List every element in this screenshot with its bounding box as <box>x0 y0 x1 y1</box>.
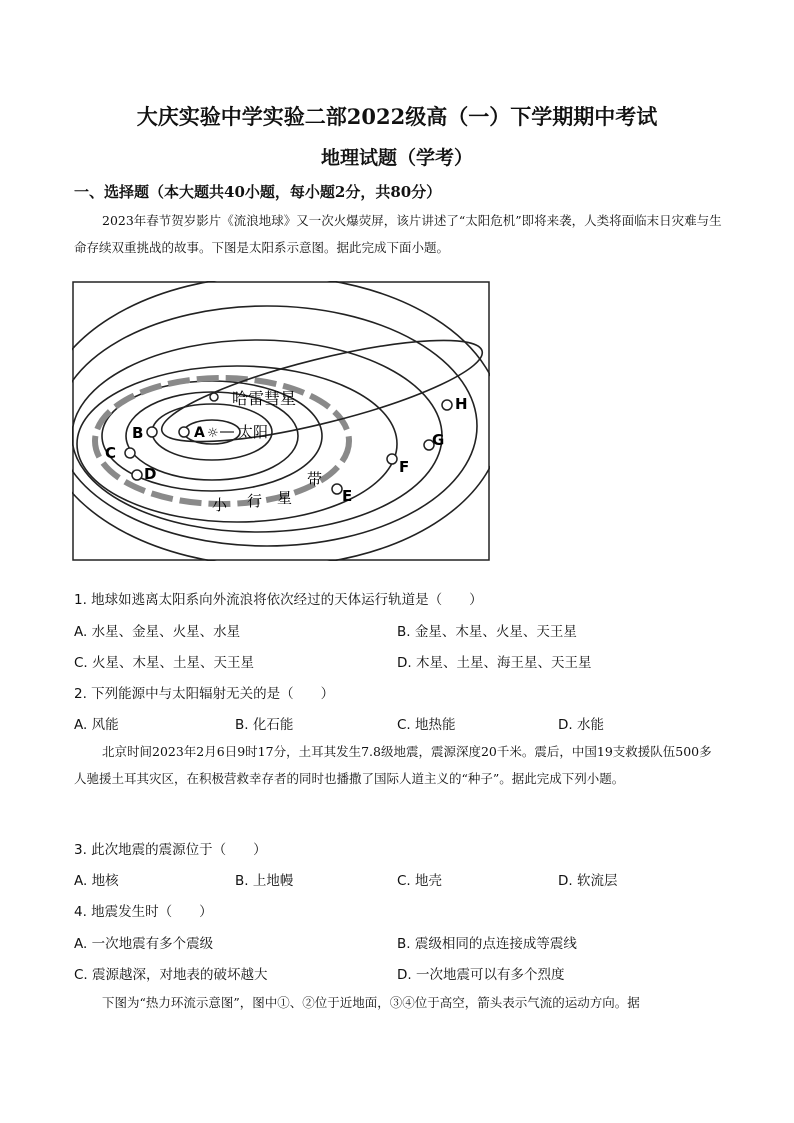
q4-option-a[interactable]: A. 一次地震有多个震级 <box>74 936 214 952</box>
q4-option-c[interactable]: C. 震源越深，对地表的破坏越大 <box>74 967 268 983</box>
planet-h <box>442 400 452 410</box>
question-2: 2. 下列能源中与太阳辐射无关的是（ ） <box>74 686 335 702</box>
question-3: 3. 此次地震的震源位于（ ） <box>74 842 267 858</box>
belt-char-xing: 星 <box>277 489 293 507</box>
label-comet: 哈雷彗星 <box>232 389 297 408</box>
label-sun: 太阳 <box>238 423 269 441</box>
q3-option-d[interactable]: D. 软流层 <box>558 873 618 889</box>
passage-3: 下图为“热力环流示意图”，图中①、②位于近地面，③④位于高空，箭头表示气流的运动方向。据 <box>102 995 640 1010</box>
q3-option-a[interactable]: A. 地核 <box>74 873 119 889</box>
label-b: B <box>132 424 144 442</box>
label-c: C <box>105 444 117 462</box>
planet-d <box>132 470 142 480</box>
exam-title: 大庆实验中学实验二部2022级高（一）下学期期中考试 <box>136 104 658 129</box>
question-1: 1. 地球如逃离太阳系向外流浪将依次经过的天体运行轨道是（ ） <box>74 592 483 608</box>
solar-system-diagram <box>72 281 490 561</box>
q4-option-b[interactable]: B. 震级相同的点连接成等震线 <box>397 936 577 952</box>
halley-comet <box>210 393 218 401</box>
label-h: H <box>455 395 468 413</box>
q1-option-d[interactable]: D. 木星、土星、海王星、天王星 <box>397 655 592 671</box>
belt-char-xing2: 行 <box>247 492 263 510</box>
q3-option-b[interactable]: B. 上地幔 <box>235 873 294 889</box>
q1-option-b[interactable]: B. 金星、木星、火星、天王星 <box>397 624 577 640</box>
q4-option-d[interactable]: D. 一次地震可以有多个烈度 <box>397 967 565 983</box>
planet-b <box>147 427 157 437</box>
planet-a <box>179 427 189 437</box>
label-g: G <box>432 431 445 449</box>
passage-1: 2023年春节贺岁影片《流浪地球》又一次火爆荧屏，该片讲述了“太阳危机”即将来袭，人类将面临末日灾难与生命存续双重挑战的故事。下图是太阳系示意图。据此完成下面小题。 <box>74 213 722 255</box>
belt-char-dai: 带 <box>307 470 323 488</box>
q1-option-c[interactable]: C. 火星、木星、土星、天王星 <box>74 655 255 671</box>
q2-option-c[interactable]: C. 地热能 <box>397 717 456 733</box>
exam-subtitle: 地理试题（学考） <box>320 147 473 169</box>
label-e: E <box>342 487 353 505</box>
q2-option-a[interactable]: A. 风能 <box>74 717 119 733</box>
label-d: D <box>144 465 157 483</box>
passage-2: 北京时间2023年2月6日9时17分，土耳其发生7.8级地震，震源深度20千米。震后，中国19支救援队伍500多人驰援土耳其灾区，在积极营救幸存者的同时也播撒了国际人道主义的“种子”。据此完成下列小题。 <box>74 744 712 786</box>
sun-icon: ☼ <box>207 426 219 441</box>
q2-option-d[interactable]: D. 水能 <box>558 717 604 733</box>
label-a: A <box>194 425 205 441</box>
question-4: 4. 地震发生时（ ） <box>74 904 213 920</box>
planet-e <box>332 484 342 494</box>
belt-char-xiao: 小 <box>212 496 228 514</box>
section-heading: 一、选择题（本大题共40小题，每小题2分，共80分） <box>74 183 442 201</box>
label-f: F <box>399 458 410 476</box>
q3-option-c[interactable]: C. 地壳 <box>397 873 443 889</box>
planet-f <box>387 454 397 464</box>
planet-c <box>125 448 135 458</box>
q1-option-a[interactable]: A. 水星、金星、火星、水星 <box>74 624 241 640</box>
q2-option-b[interactable]: B. 化石能 <box>235 717 294 733</box>
